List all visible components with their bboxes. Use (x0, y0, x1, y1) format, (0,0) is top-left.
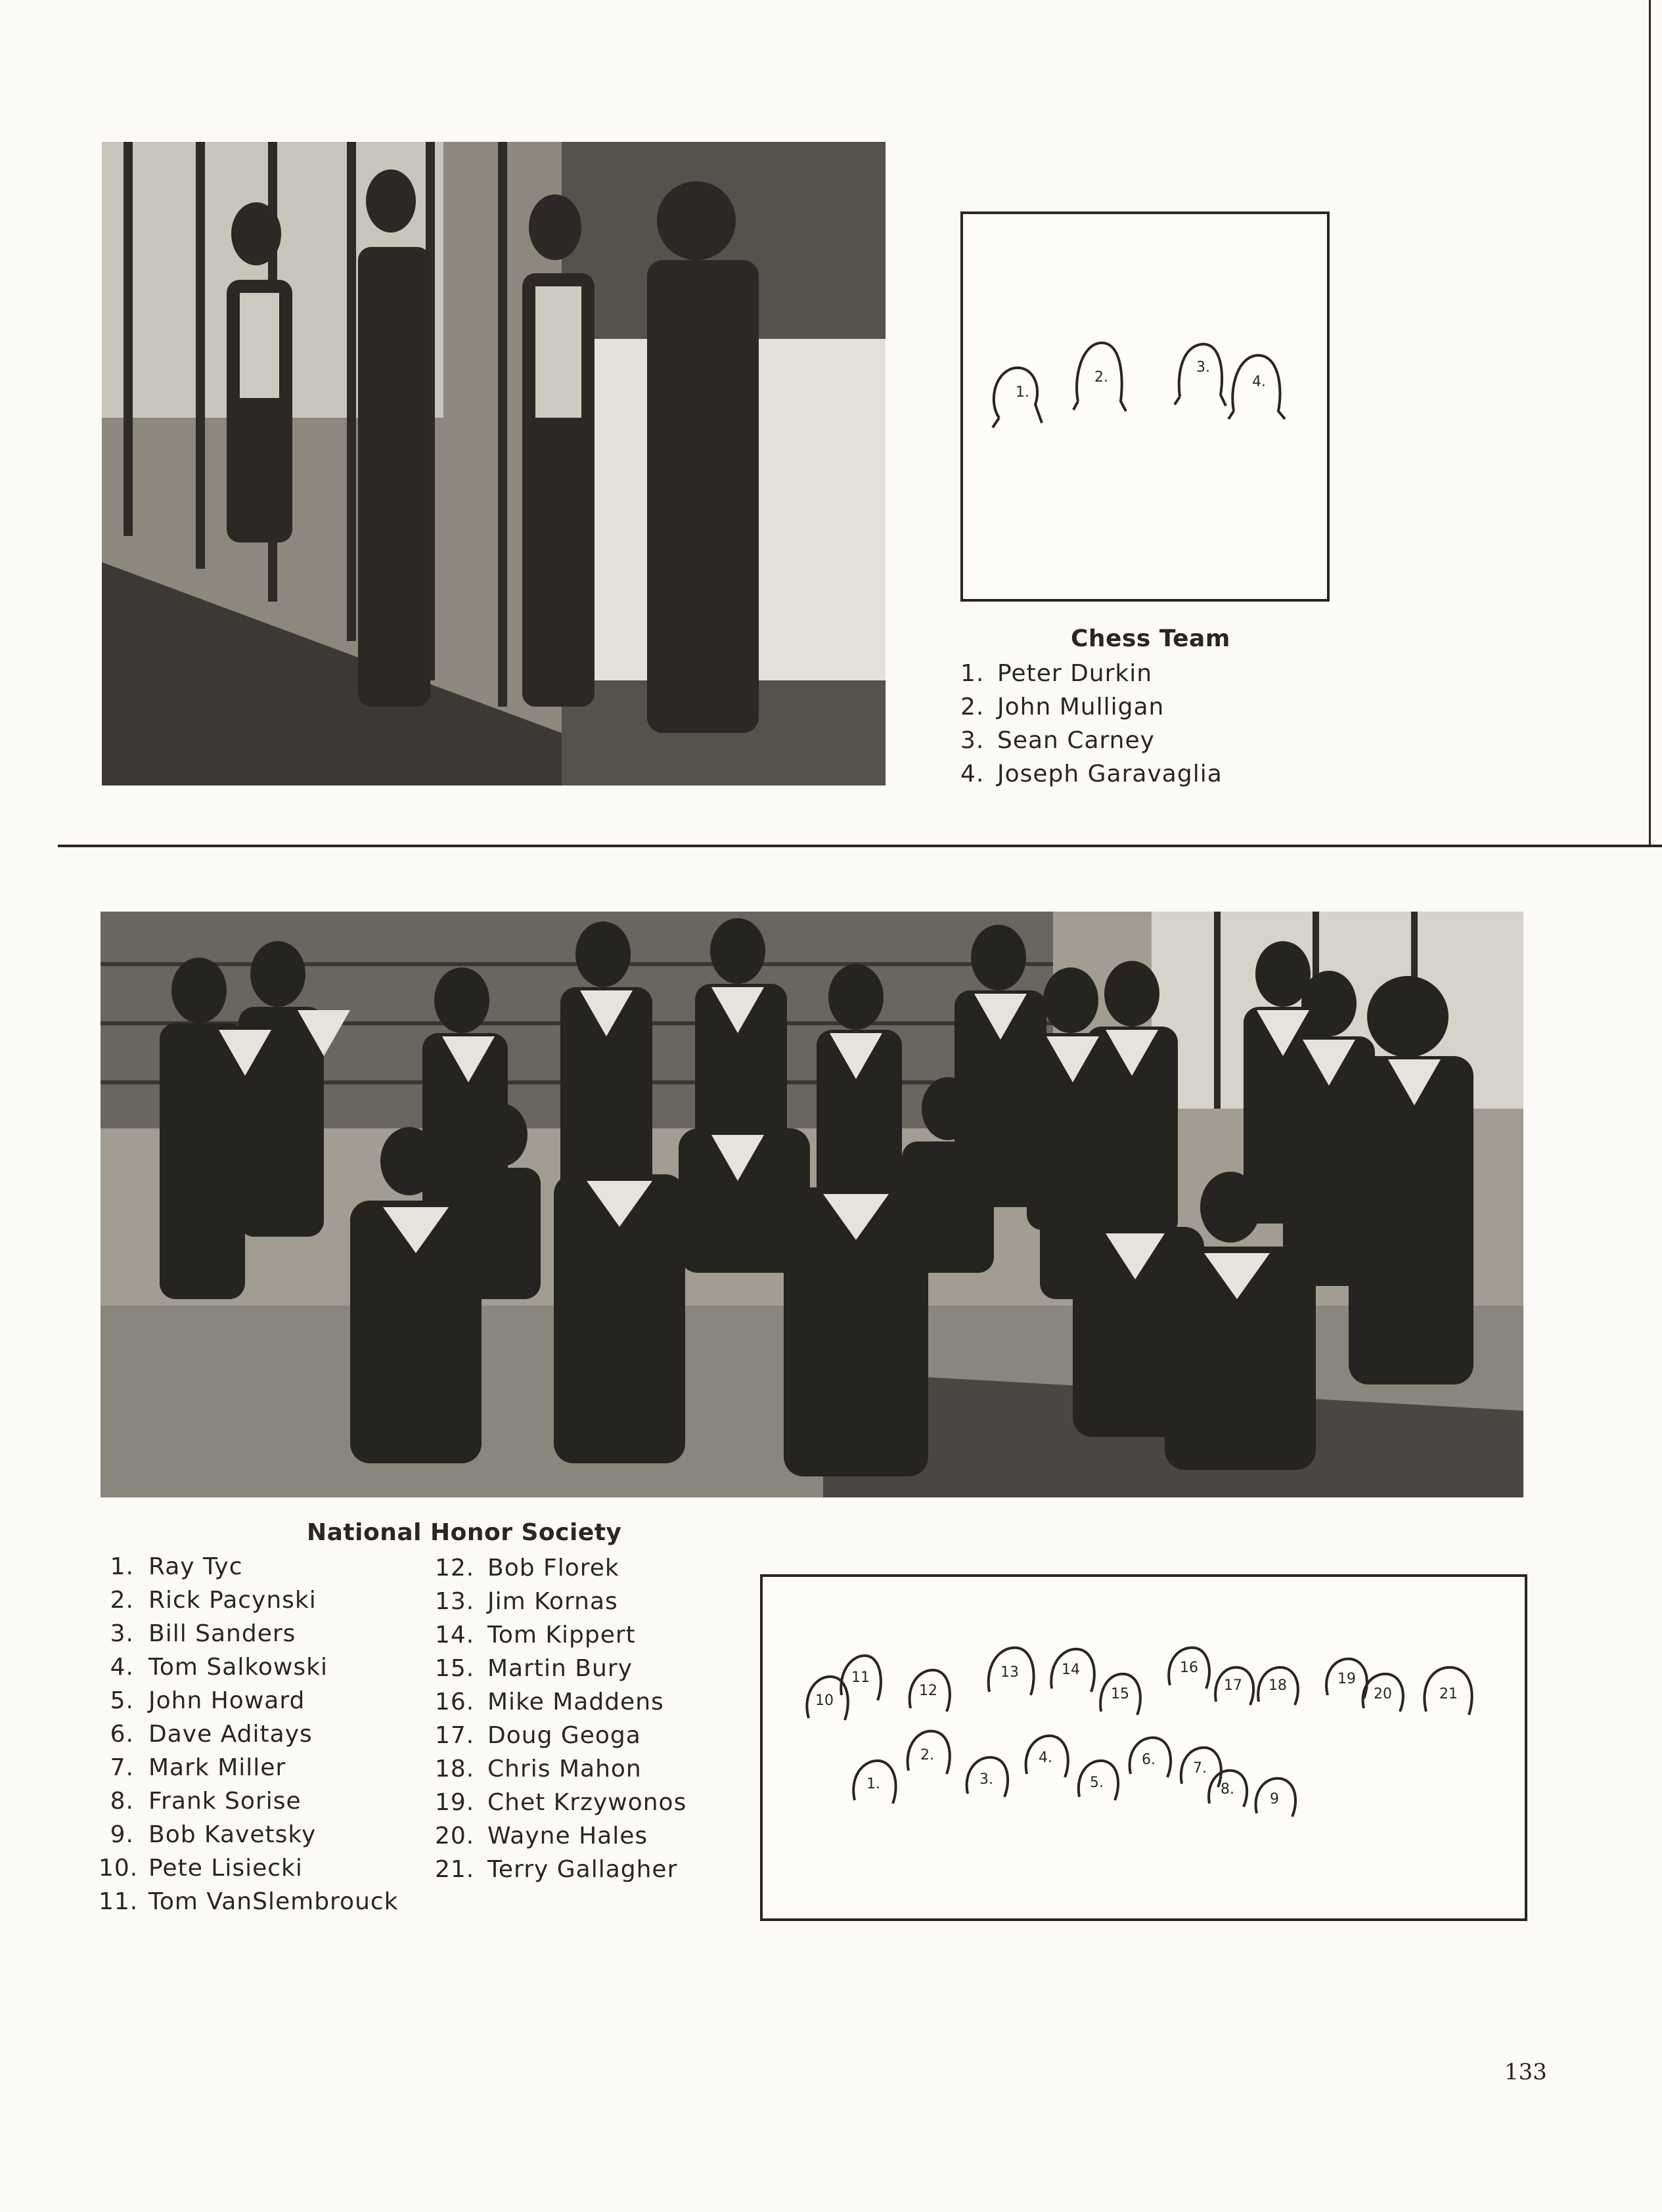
roster-name: Bob Florek (487, 1555, 619, 1582)
roster-number: 16. (435, 1689, 475, 1715)
nhs-key-label-3: 3. (979, 1771, 993, 1788)
roster-item (99, 1885, 399, 1918)
chess-team-title: Chess Team (1071, 625, 1230, 652)
roster-item (960, 690, 1223, 724)
nhs-key-label-7: 7. (1193, 1760, 1207, 1777)
nhs-roster-left (99, 1550, 399, 1918)
roster-name: Wayne Hales (487, 1823, 648, 1849)
roster-item (435, 1752, 686, 1786)
roster-item (99, 1617, 399, 1650)
nhs-key-art (763, 1577, 1525, 1918)
roster-number: 3. (960, 727, 985, 754)
roster-number: 18. (435, 1756, 475, 1782)
chess-key-label-4: 4. (1252, 374, 1266, 390)
nhs-key-label-18: 18 (1269, 1677, 1287, 1694)
nhs-key-label-11: 11 (851, 1670, 870, 1686)
section-divider (58, 845, 1662, 847)
chess-key-label-3: 3. (1196, 359, 1210, 376)
roster-item (435, 1819, 686, 1853)
roster-name: Terry Gallagher (487, 1856, 678, 1883)
roster-item (99, 1717, 399, 1751)
roster-item (960, 724, 1223, 757)
roster-number: 3. (110, 1620, 134, 1647)
roster-number: 15. (435, 1655, 475, 1682)
roster-name: Jim Kornas (487, 1588, 618, 1615)
roster-item (435, 1618, 686, 1652)
nhs-key-label-14: 14 (1062, 1662, 1080, 1678)
roster-number: 12. (435, 1555, 475, 1582)
roster-number: 20. (435, 1823, 475, 1849)
roster-number: 1. (110, 1553, 134, 1580)
roster-number: 4. (110, 1654, 134, 1681)
roster-number: 7. (110, 1754, 134, 1781)
roster-number: 13. (435, 1588, 475, 1615)
roster-number: 14. (435, 1622, 475, 1648)
chess-team-photo (102, 142, 886, 785)
nhs-key-label-2: 2. (920, 1747, 934, 1763)
roster-number: 9. (110, 1821, 134, 1848)
roster-number: 10. (99, 1855, 139, 1882)
roster-item (435, 1551, 686, 1585)
roster-item (435, 1685, 686, 1719)
roster-number: 19. (435, 1789, 475, 1816)
page-edge-line (1649, 0, 1651, 845)
roster-name: Chris Mahon (487, 1756, 642, 1782)
chess-key-label-2: 2. (1094, 369, 1108, 386)
roster-name: Bill Sanders (148, 1620, 296, 1647)
roster-name: Tom VanSlembrouck (148, 1888, 399, 1915)
nhs-key-label-19: 19 (1337, 1671, 1356, 1687)
nhs-key-label-1: 1. (866, 1776, 880, 1792)
national-honor-society-title: National Honor Society (307, 1519, 622, 1546)
roster-number: 8. (110, 1788, 134, 1815)
roster-item (99, 1851, 399, 1885)
roster-name: Frank Sorise (148, 1788, 302, 1815)
nhs-key-label-15: 15 (1111, 1686, 1129, 1702)
chess-key-label-1: 1. (1016, 384, 1029, 401)
roster-number: 2. (110, 1587, 134, 1614)
chess-key-art (963, 214, 1327, 599)
roster-number: 2. (960, 694, 985, 720)
roster-item (99, 1684, 399, 1717)
roster-name: Sean Carney (997, 727, 1155, 754)
roster-name: Martin Bury (487, 1655, 633, 1682)
roster-name: Ray Tyc (148, 1553, 243, 1580)
nhs-key-label-8: 8. (1221, 1781, 1234, 1798)
national-honor-society-photo (101, 912, 1523, 1497)
roster-item (435, 1719, 686, 1752)
chess-team-key-diagram (960, 211, 1330, 602)
roster-number: 1. (960, 660, 985, 687)
roster-item (435, 1585, 686, 1618)
roster-name: Tom Kippert (487, 1622, 636, 1648)
roster-number: 21. (435, 1856, 475, 1883)
roster-item (960, 657, 1223, 690)
nhs-key-label-6: 6. (1142, 1752, 1156, 1768)
roster-name: Bob Kavetsky (148, 1821, 317, 1848)
nhs-key-label-4: 4. (1039, 1750, 1052, 1766)
roster-name: John Howard (148, 1687, 305, 1714)
roster-name: John Mulligan (997, 694, 1165, 720)
chess-team-roster (960, 657, 1223, 791)
roster-item (99, 1550, 399, 1583)
roster-number: 6. (110, 1721, 134, 1748)
roster-item (99, 1583, 399, 1617)
nhs-roster-right (435, 1551, 686, 1886)
roster-name: Dave Aditays (148, 1721, 313, 1748)
nhs-key-label-21: 21 (1439, 1686, 1458, 1702)
roster-name: Peter Durkin (997, 660, 1153, 687)
nhs-key-diagram (760, 1574, 1527, 1921)
roster-name: Chet Krzywonos (487, 1789, 687, 1816)
roster-name: Doug Geoga (487, 1722, 641, 1749)
nhs-key-label-13: 13 (1000, 1664, 1019, 1681)
roster-item (99, 1818, 399, 1851)
nhs-key-label-12: 12 (919, 1683, 937, 1699)
roster-name: Mark Miller (148, 1754, 286, 1781)
roster-name: Tom Salkowski (148, 1654, 328, 1681)
roster-item (99, 1784, 399, 1818)
nhs-key-label-17: 17 (1224, 1677, 1242, 1694)
roster-name: Rick Pacynski (148, 1587, 317, 1614)
roster-number: 5. (110, 1687, 134, 1714)
nhs-key-label-20: 20 (1374, 1686, 1392, 1702)
roster-item (99, 1650, 399, 1684)
nhs-photo-art (101, 912, 1523, 1497)
nhs-key-label-9: 9 (1270, 1791, 1279, 1807)
chess-photo-art (102, 142, 886, 785)
roster-name: Joseph Garavaglia (997, 761, 1223, 787)
roster-item (435, 1652, 686, 1685)
roster-item (960, 757, 1223, 791)
roster-name: Pete Lisiecki (148, 1855, 303, 1882)
roster-number: 11. (99, 1888, 139, 1915)
roster-name: Mike Maddens (487, 1689, 664, 1715)
nhs-key-label-10: 10 (815, 1692, 834, 1709)
roster-number: 17. (435, 1722, 475, 1749)
roster-number: 4. (960, 761, 985, 787)
page-number: 133 (1504, 2059, 1547, 2085)
nhs-key-label-16: 16 (1180, 1660, 1198, 1676)
roster-item (99, 1751, 399, 1784)
roster-item (435, 1853, 686, 1886)
nhs-key-label-5: 5. (1090, 1775, 1104, 1791)
roster-item (435, 1786, 686, 1819)
